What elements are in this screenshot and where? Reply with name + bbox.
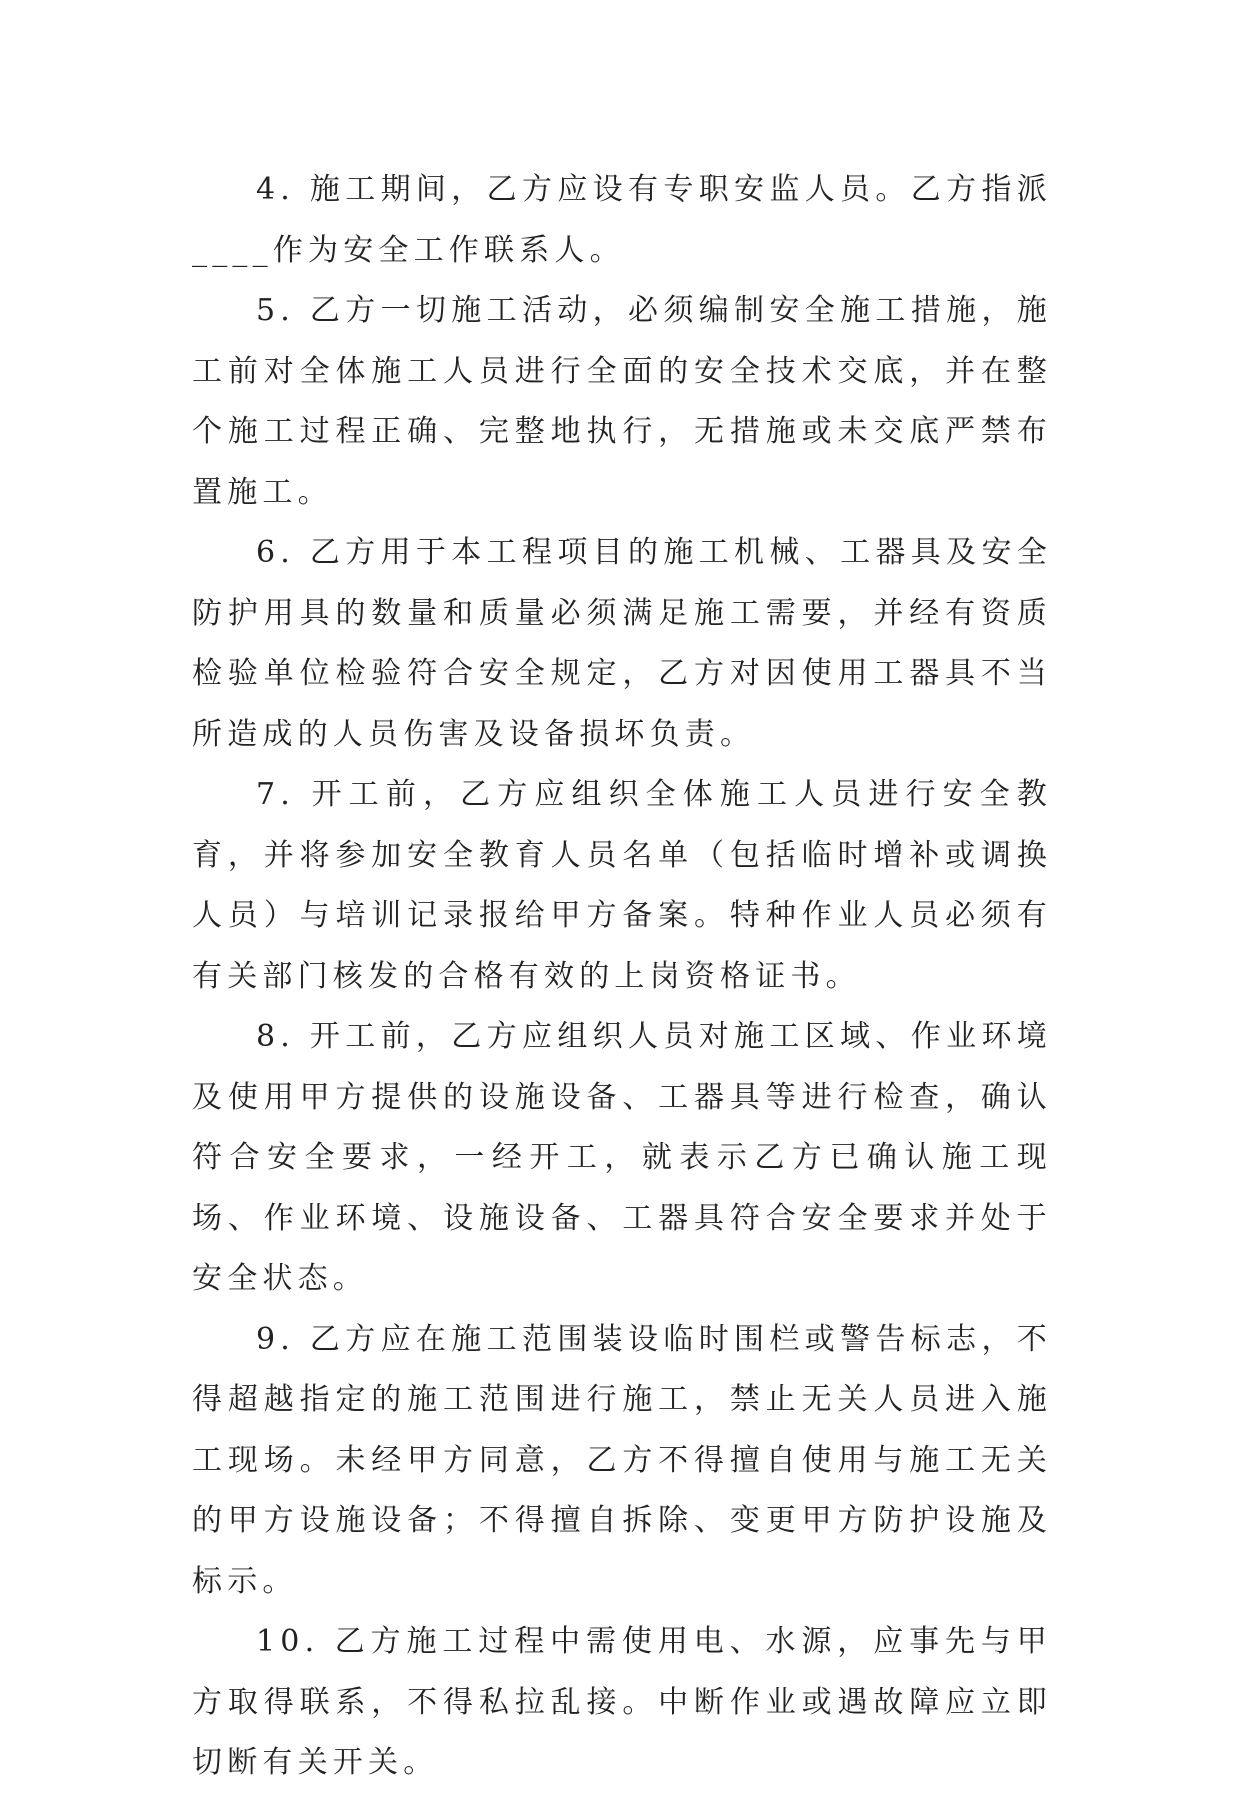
clause-4: 4. 施工期间，乙方应设有专职安监人员。乙方指派____作为安全工作联系人。 <box>192 172 1052 268</box>
clause-10: 10. 乙方施工过程中需使用电、水源，应事先与甲方取得联系，不得私拉乱接。中断作业或遇故障应立即切断有关开关。 <box>192 1624 1052 1780</box>
clause-9: 9. 乙方应在施工范围装设临时围栏或警告标志，不得超越指定的施工范围进行施工，禁止无关人员进入施工现场。未经甲方同意，乙方不得擅自使用与施工无关的甲方设施设备；不得擅自拆除、变更甲方防护设施及标示。 <box>192 1321 1052 1599</box>
clause-5: 5. 乙方一切施工活动，必须编制安全施工措施，施工前对全体施工人员进行全面的安全技术交底，并在整个施工过程正确、完整地执行，无措施或未交底严禁布置施工。 <box>192 293 1052 510</box>
clause-8: 8. 开工前，乙方应组织人员对施工区域、作业环境及使用甲方提供的设施设备、工器具等进行检查，确认符合安全要求，一经开工，就表示乙方已确认施工现场、作业环境、设施设备、工器具符合安全要求并处于安全状态。 <box>192 1019 1052 1296</box>
clause-6: 6. 乙方用于本工程项目的施工机械、工器具及安全防护用具的数量和质量必须满足施工需要，并经有资质检验单位检验符合安全规定，乙方对因使用工器具不当所造成的人员伤害及设备损坏负责。 <box>192 535 1052 752</box>
clause-7: 7. 开工前，乙方应组织全体施工人员进行安全教育，并将参加安全教育人员名单（包括临时增补或调换人员）与培训记录报给甲方备案。特种作业人员必须有有关部门核发的合格有效的上岗资格证书。 <box>192 777 1052 994</box>
document-body <box>192 160 1052 1794</box>
